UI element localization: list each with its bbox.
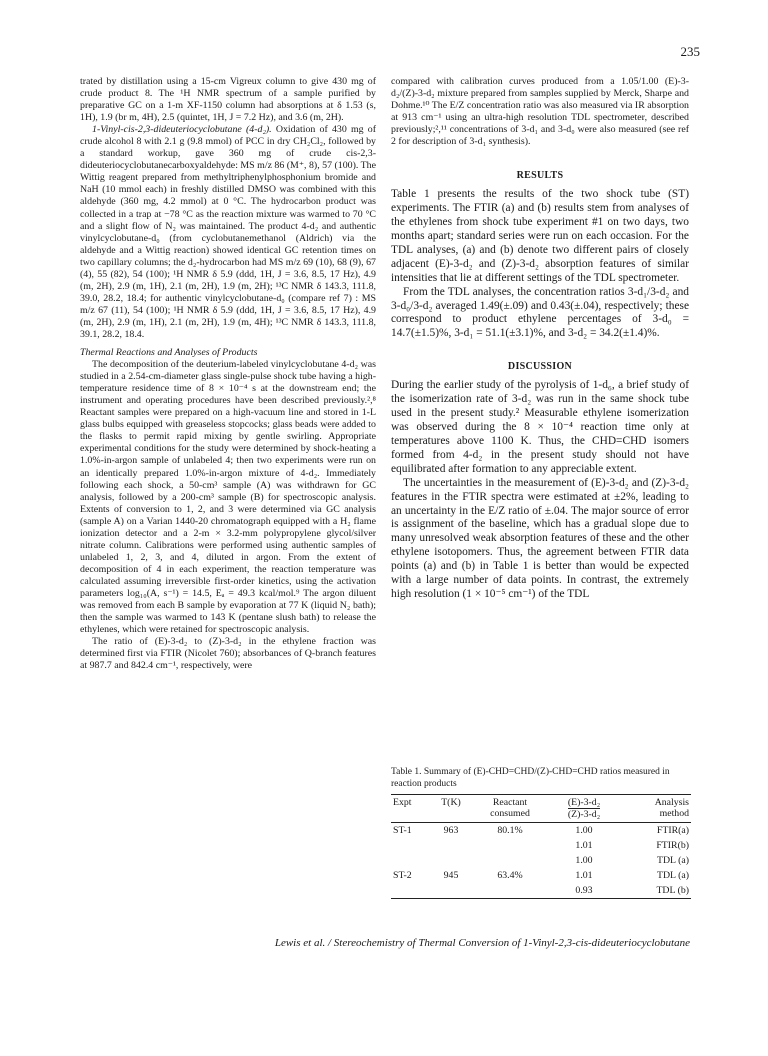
paragraph-body: Oxidation of 430 mg of crude alcohol 8 with 2.1 g (9.8 mmol) of PCC in dry CH₂Cl₂, followed by a standard workup, gave 360 mg of crude cis-2,3-dideuteriocyclobutanecarboxyaldehyde: MS m/z 86 (M⁺, 8), 57 (100). The Wittig reagent prepared from methyltriphenylphosphonium bromide and NaH (10 mmol each) in freshly distilled DMSO was combined with this aldehyde (360 mg, 4.2 mmol) at 0 °C. The hydrocarbon product was collected in a trap at −78 °C as the reaction mixture was warmed to 70 °C and a slight flow of N₂ was maintained. The product 4-d₂ and authentic vinylcyclobutane-d₀ (from cyclobutanemethanol (Aldrich) via the aldehyde and a Wittig reaction) showed identical GC retention times on two capillary columns; the d₂-hydrocarbon had MS m/z 69 (10), 68 (9), 67 (4), 55 (82), 54 (100); ¹H NMR δ 5.9 (ddd, 1H, J = 3.6, 8.5, 17 Hz), 4.9 (m, 2H), 2.9 (m, 1H), 2.1 (m, 2H), 1.9 (m, 2H); ¹³C NMR δ 143.3, 111.8, 39.0, 28.2, 18.4; for authentic vinylcyclobutane-d₀ (compare ref 7) : MS m/z 67 (11), 54 (100); ¹H NMR δ 5.9 (ddd, 1H, J = 3.6, 8.5, 17 Hz), 4.9 (m, 2H), 2.9 (m, 1H), 2.1 (m, 2H), 1.9 (m, 4H); ¹³C NMR δ 143.3, 111.8, 39.1, 28.2, 18.4. [80,124,376,340]
cell-consumed [473,853,547,868]
paragraph: compared with calibration curves produced from a 1.05/1.00 (E)-3-d₂/(Z)-3-d₂ mixture prepared from samples supplied by Merck, Sharpe and Dohme.¹⁰ The E/Z concentration ratio was also measured via IR absorption at 913 cm⁻¹ using an ultra-high resolution TDL spectrometer, described previously;²,¹¹ concentrations of 3-d₁ and 3-d₀ were also measured (see ref 2 for description of 3-d₁ synthesis). [391,76,689,148]
table-row [391,853,691,868]
cell-consumed [473,883,547,899]
paragraph: The decomposition of the deuterium-labeled vinylcyclobutane 4-d₂ was studied in a 2.54-cm-diameter glass single-pulse shock tube having a high-temperature residence time of 8 × 10⁻⁴ s at the downstream end; the instrument and operating procedures have been described previously.²,⁸ Reactant samples were prepared on a high-vacuum line and stored in 1-L glass bulbs equipped with greaseless stopcocks; glass beads were added to the flasks to permit rapid mixing by gentle swirling. Appropriate experimental conditions for the study were determined by shock-heating a 1.0%-in-argon sample of unlabeled 4; then two experiments were run on an identically prepared 1.0%-in-argon mixture of 4-d₂. Immediately following each shock, a 50-cm³ sample (A) was withdrawn for GC analysis, followed by a 200-cm³ sample (B) for spectroscopic analysis. Extents of conversion to 1, 2, and 3 were determined via GC analysis (sample A) on a Varian 1440-20 chromatograph equipped with a H₂ flame ionization detector and a 2-m × 3.2-mm polypropylene glycol/silver nitrate column. Calibrations were performed using authentic samples of unlabeled 1, 2, 3, and 4, diluted in argon. From the extent of decomposition of 4 in each experiment, the reaction temperature was calculated assuming irreversible first-order kinetics, using the activation parameters log₁₀(A, s⁻¹) = 14.5, Eₐ = 49.3 kcal/mol.⁹ The argon diluent was removed from each B sample by evaporation at 77 K (liquid N₂ bath); then the sample was warmed to 143 K (pentane slush bath) to release the ethylenes, which were retained for spectroscopic analysis. [80,359,376,636]
results-table [391,794,691,899]
header-temperature: T(K) [429,795,473,823]
cell-expt: ST-1 [393,825,412,836]
paragraph: From the TDL analyses, the concentration ratios 3-d₁/3-d₂ and 3-d₀/3-d₂ averaged 1.49(±.09) and 0.43(±.04), respectively; these correspond to product ethylene percentages of 3-d₀ = 14.7(±1.5)%, 3-d₁ = 51.1(±3.1)%, and 3-d₂ = 34.2(±1.4)%. [391,285,689,340]
cell-ratio: 1.01 [575,870,593,881]
cell-expt [391,853,429,868]
header-analysis-line2: method [659,808,689,819]
paragraph: trated by distillation using a 15-cm Vigreux column to give 430 mg of crude product 8. The ¹H NMR spectrum of a sample purified by preparative GC on a 1-m XF-1150 column had absorptions at δ 1.53 (s, 1H), 1.9 (br m, 4H), 2.5 (quintet, 1H, J = 7.2 Hz), and 3.6 (m, 2H). [80,76,376,124]
compound-title: 1-Vinyl-cis-2,3-dideuteriocyclobutane (4-d₂). [92,124,272,136]
paragraph [80,124,376,341]
table-header-row [391,795,691,823]
paragraph: The uncertainties in the measurement of (E)-3-d₂ and (Z)-3-d₂ features in the FTIR spectra were estimated at ±2%, leading to an uncertainty in the E/Z ratio of ±.04. The major source of error is assignment of the baseline, which has a gradual slope due to many unresolved weak absorption features of these and the other ethylene isotopomers. Thus, the agreement between FTIR data points (a) and (b) in Table 1 is better than would be expected with a large number of data points. In contrast, the extremely high resolution (1 × 10⁻⁵ cm⁻¹) of the TDL [391,476,689,600]
cell-temperature: 963 [443,825,459,836]
cell-method: TDL (a) [656,870,689,881]
cell-ratio: 1.01 [575,840,593,851]
cell-temperature [429,853,473,868]
header-reactant-line2: consumed [490,808,530,819]
table-row [391,823,691,839]
table-row [391,883,691,899]
header-expt: Expt [391,795,429,823]
cell-expt [391,883,429,899]
results-heading: RESULTS [516,170,564,182]
right-column [391,76,689,602]
results-section [391,188,689,341]
cell-ratio: 0.93 [547,883,621,899]
section-subheading: Thermal Reactions and Analyses of Products [80,347,258,359]
discussion-heading: DISCUSSION [507,361,573,373]
cell-expt: ST-2 [393,870,412,881]
cell-ratio: 1.00 [575,855,593,866]
paragraph: The ratio of (E)-3-d₂ to (Z)-3-d₂ in the ethylene fraction was determined first via FTIR (Nicolet 760); absorbances of Q-branch features at 987.7 and 842.4 cm⁻¹, respectively, were [80,636,376,672]
cell-consumed: 80.1% [497,825,523,836]
cell-temperature: 945 [443,870,459,881]
cell-method: TDL (a) [656,855,689,866]
left-column [80,76,376,672]
cell-consumed: 63.4% [497,870,523,881]
running-footer: Lewis et al. / Stereochemistry of Thermal Conversion of 1-Vinyl-2,3-cis-dideuteriocyclobutane [274,937,690,949]
cell-expt [391,838,429,853]
paragraph: During the earlier study of the pyrolysis of 1-d₆, a brief study of the isomerization rate of 3-d₂ was run in the same shock tube used in the present study.² Measurable ethylene isomerization was observed during the 8 × 10⁻⁴ reaction time only at temperatures above 1100 K. Thus, the CHD=CHD isomers formed from 4-d₂ in the present study should not have equilibrated after formation to any appreciable extent. [391,379,689,475]
cell-consumed [473,838,547,853]
paragraph: Table 1 presents the results of the two shock tube (ST) experiments. The FTIR (a) and (b) results stem from analyses of the ethylenes from shock tube experiment #1 on two days, two months apart; standard series were run on each occasion. For the TDL analyses, (a) and (b) denote two different pairs of closely adjacent (E)-3-d₂ and (Z)-3-d₂ absorption features of similar intensities that lie at different settings of the TDL spectrometer. [391,188,689,284]
header-reactant-consumed [473,795,547,823]
cell-method: FTIR(b) [656,840,689,851]
cell-ratio: 1.00 [575,825,593,836]
cell-temperature [429,883,473,899]
cell-temperature [429,838,473,853]
header-analysis-method [621,795,691,823]
table-row [391,838,691,853]
cell-method: FTIR(a) [656,825,689,836]
cell-method: TDL (b) [621,883,691,899]
header-ratio [547,795,621,823]
table-row [391,868,691,883]
header-ratio-numerator: (E)-3-d₂ [567,797,601,808]
table-caption: Table 1. Summary of (E)-CHD=CHD/(Z)-CHD=CHD ratios measured in reaction products [391,767,670,789]
header-analysis-line1: Analysis [654,797,689,808]
discussion-section [391,379,689,602]
page-number: 235 [680,44,700,59]
header-ratio-denominator: (Z)-3-d₂ [567,809,601,820]
header-reactant-line1: Reactant [492,797,528,808]
